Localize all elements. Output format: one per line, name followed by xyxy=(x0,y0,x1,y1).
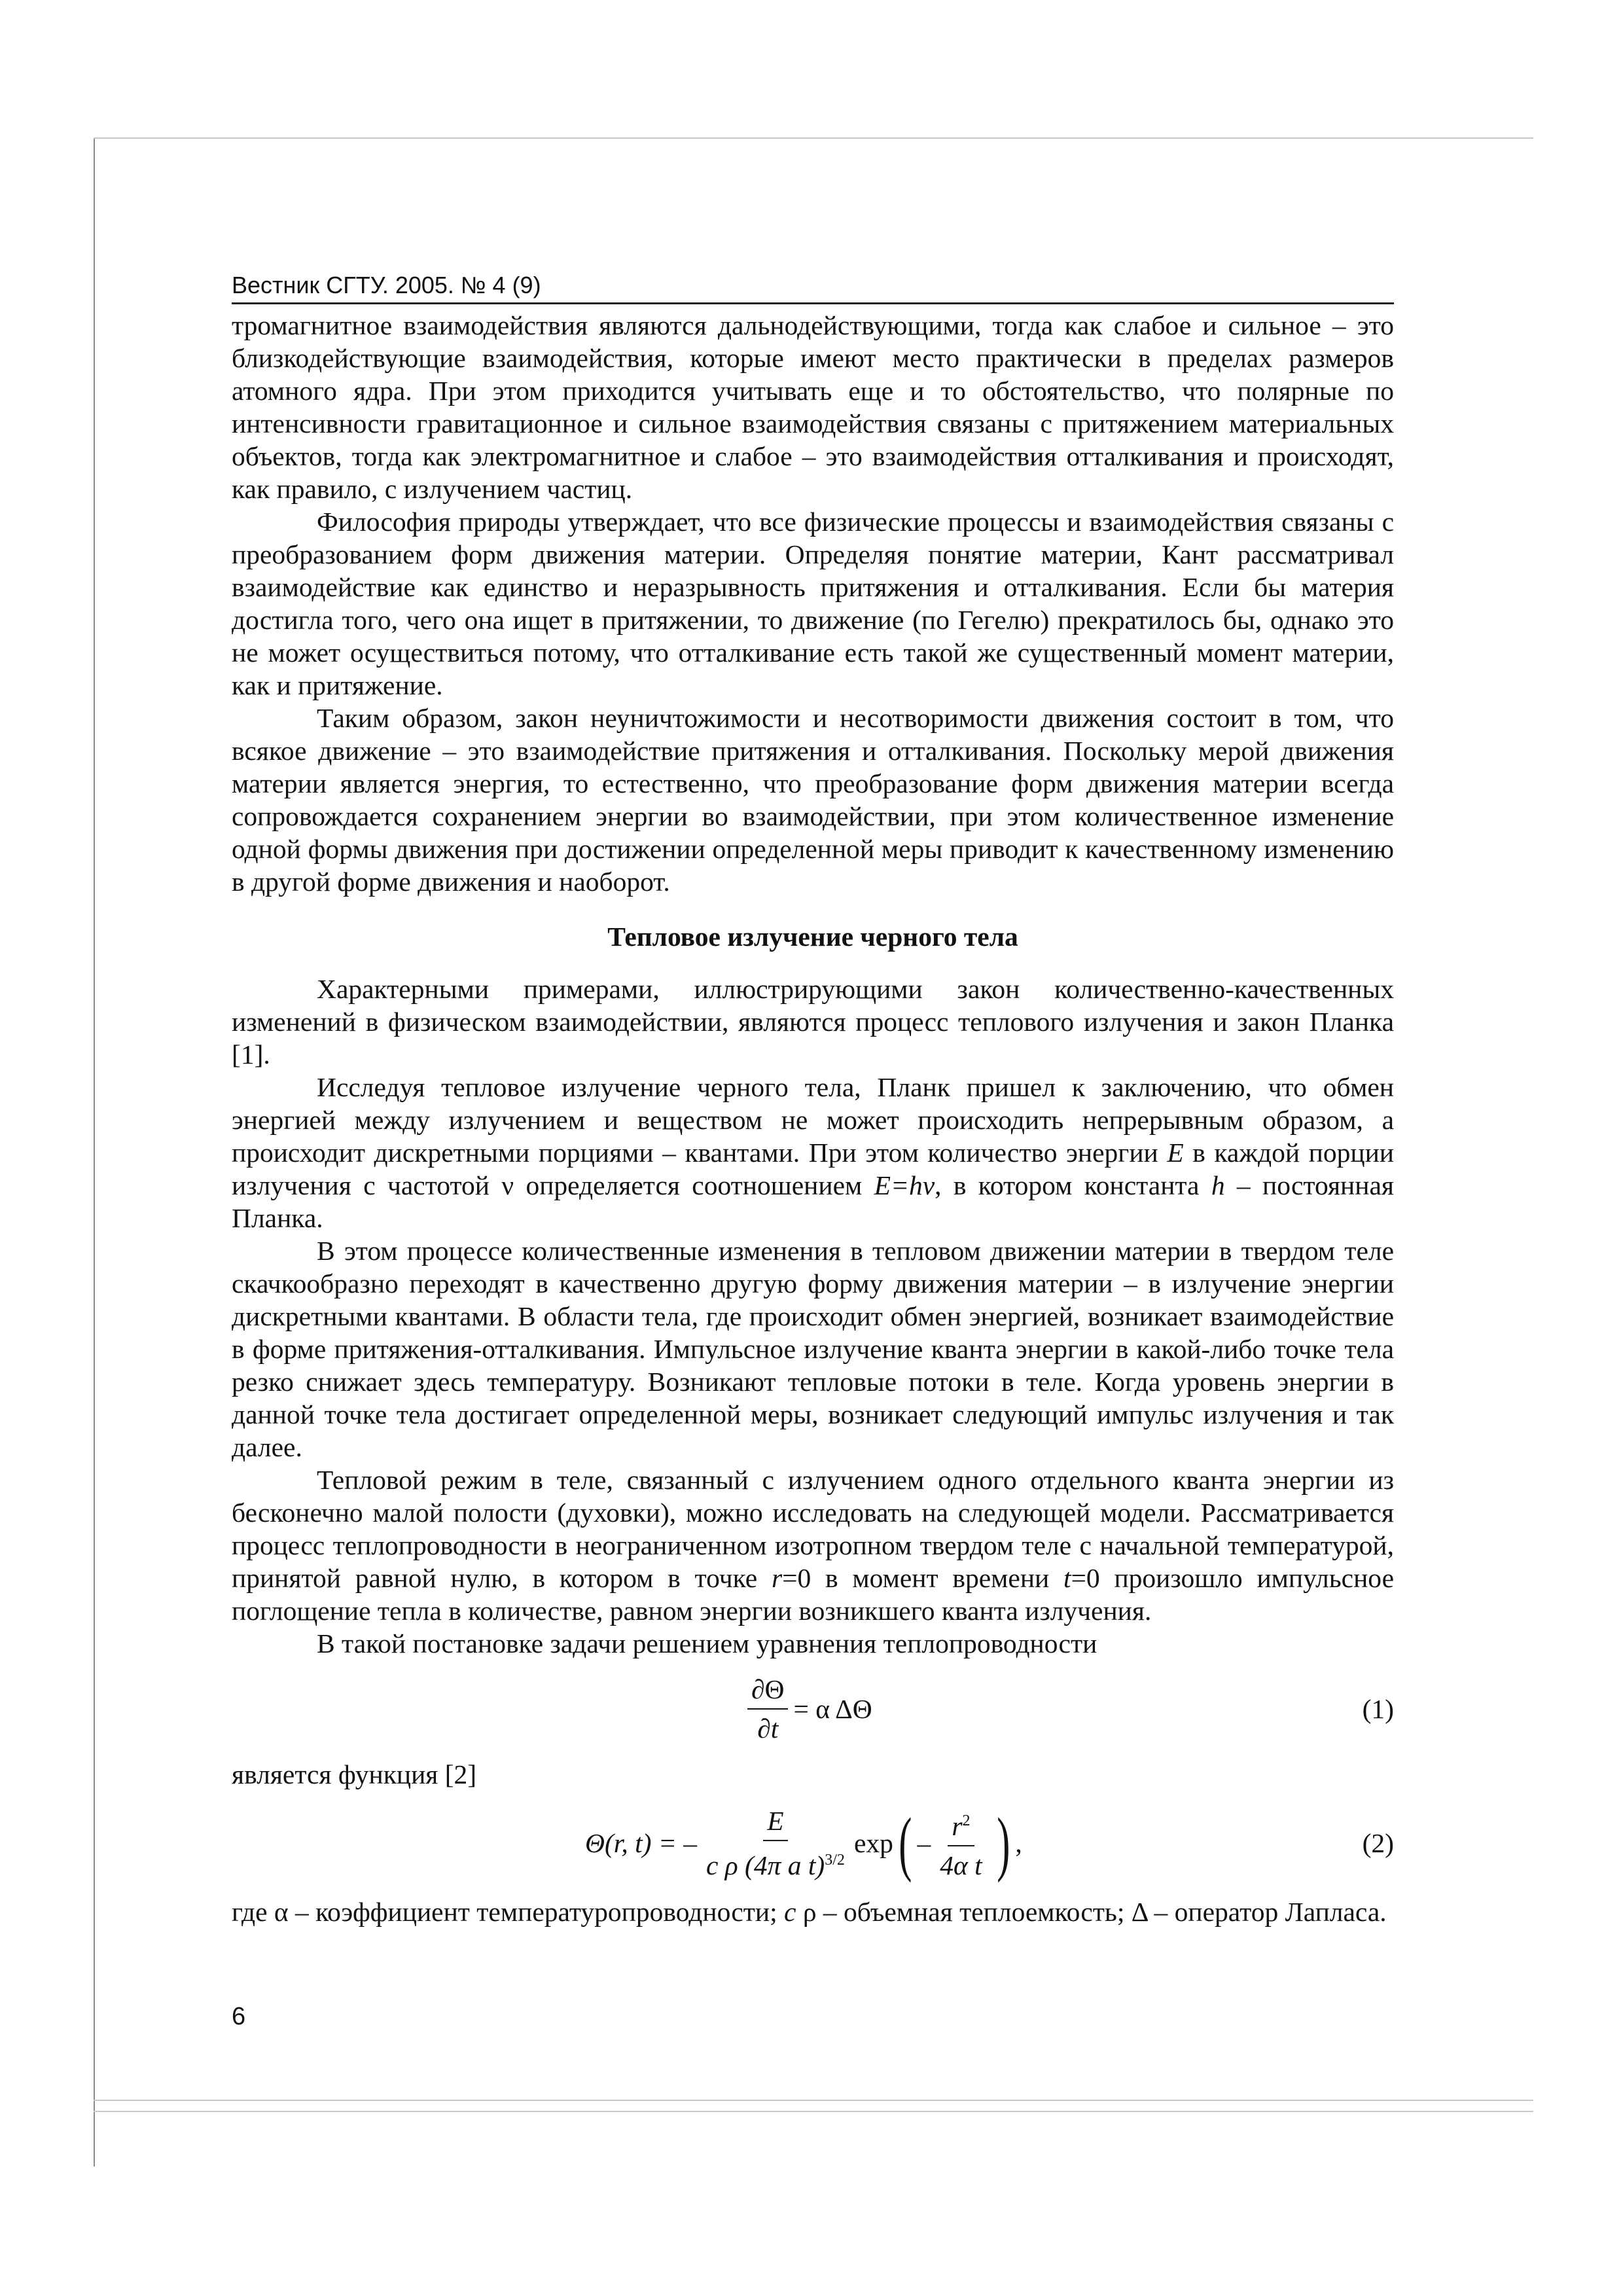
eq1-rhs: = α ΔΘ xyxy=(793,1694,872,1724)
eq2-inner-fraction: $\frac{r^2}{\text{4α t}}$ xyxy=(936,1804,986,1882)
page-number: 6 xyxy=(232,2003,246,2030)
paragraph: Характерными примерами, иллюстрирующими закон количественно-качественных изменений в физическом взаимодействии, являются процесс теплового излучения и закон Планка [1]. xyxy=(232,974,1394,1069)
margin-line-vertical xyxy=(94,137,95,2166)
header-rule xyxy=(232,302,1394,304)
eq2-exp: exp xyxy=(853,1827,893,1858)
equation-2: Θ(r, t) = – $\frac{E}{c \rho (4\pi a t)^{3/2}}$ exp ( – $\frac{r^2}{\text{4α t}}$ ) , (2) xyxy=(585,1803,1394,1883)
paragraph: Исследуя тепловое излучение черного тела, Планк пришел к заключению, что обмен энергией между излучением и веществом не может происходить непрерывным образом, а происходит дискретными порциями – квантами. При этом количество энергии E в каждой порции излучения с частотой ν определяется соотношением E=hν, в котором константа h – постоянная Планка. xyxy=(232,1072,1394,1233)
paragraph: тромагнитное взаимодействия являются дальнодействующими, тогда как слабое и сильное – это близкодействующие взаимодействия, которые имеют место практически в пределах размеров атомного ядра. При этом приходится учитывать еще и то обстоятельство, что полярные по интенсивности гравитационное и сильное взаимодействия связаны с притяжением материальных объектов, тогда как электромагнитное и слабое – это взаимодействия отталкивания и происходят, как правило, с излучением частиц. xyxy=(232,310,1394,504)
article-body xyxy=(232,309,1394,1928)
equation-number: (2) xyxy=(1362,1828,1394,1858)
paragraph: Тепловой режим в теле, связанный с излучением одного отдельного кванта энергии из бесконечно малой полости (духовки), можно исследовать на следующей модели. Рассматривается процесс теплопроводности в неограниченном изотропном твердом теле с начальной температурой, принятой равной нулю, в котором в точке r=0 в момент времени t=0 произошло импульсное поглощение тепла в количестве, равном энергии возникшего кванта излучения. xyxy=(232,1465,1394,1626)
margin-line xyxy=(94,137,1533,139)
paragraph: Философия природы утверждает, что все физические процессы и взаимодействия связаны с преобразованием форм движения материи. Определяя понятие материи, Кант рассматривал взаимодействие как единство и неразрывность притяжения и отталкивания. Если бы материя достигла того, чего она ищет в притяжении, то движение (по Гегелю) прекратилось бы, однако это не может осуществиться потому, что отталкивание есть такой же существенный момент материи, как и притяжение. xyxy=(232,507,1394,700)
paragraph: В такой постановке задачи решением уравнения теплопроводности xyxy=(317,1628,1097,1659)
eq2-fraction: $\frac{E}{c \rho (4\pi a t)^{3/2}}$ xyxy=(705,1806,845,1880)
equation-number: (1) xyxy=(1362,1694,1394,1724)
journal-header: Вестник СГТУ. 2005. № 4 (9) xyxy=(232,272,541,298)
eq2-lhs: Θ(r, t) = – xyxy=(585,1827,697,1858)
eq1-fraction: $\frac{\partial\Theta}{\partial t}$ xyxy=(747,1673,788,1745)
paragraph: где α – коэффициент температуропроводности; c ρ – объемная теплоемкость; Δ – оператор Лапласа. xyxy=(232,1897,1387,1927)
margin-line xyxy=(94,2100,1533,2101)
paragraph: Таким образом, закон неуничтожимости и несотворимости движения состоит в том, что всякое движение – это взаимодействие притяжения и отталкивания. Поскольку мерой движения материи является энергия, то естественно, что преобразование форм движения материи всегда сопровождается сохранением энергии во взаимодействии, при этом количественное изменение одной формы движения при достижении определенной меры приводит к качественному изменению в другой форме движения и наоборот. xyxy=(232,703,1394,897)
equation-1 xyxy=(232,1660,1394,1758)
paragraph: является функция [2] xyxy=(232,1759,477,1789)
section-title: Тепловое излучение черного тела xyxy=(607,922,1018,952)
margin-line xyxy=(94,2111,1533,2112)
paragraph: В этом процессе количественные изменения в тепловом движении материи в твердом теле скачкообразно переходят в качественно другую форму движения материи – в излучение энергии дискретными квантами. В области тела, где происходит обмен энергией, возникает взаимодействие в форме притяжения-отталкивания. Импульсное излучение кванта энергии в какой-либо точке тела резко снижает здесь температуру. Возникают тепловые потоки в теле. Когда уровень энергии в данной точке тела достигает определенной меры, возникает следующий импульс излучения и так далее. xyxy=(232,1236,1394,1462)
